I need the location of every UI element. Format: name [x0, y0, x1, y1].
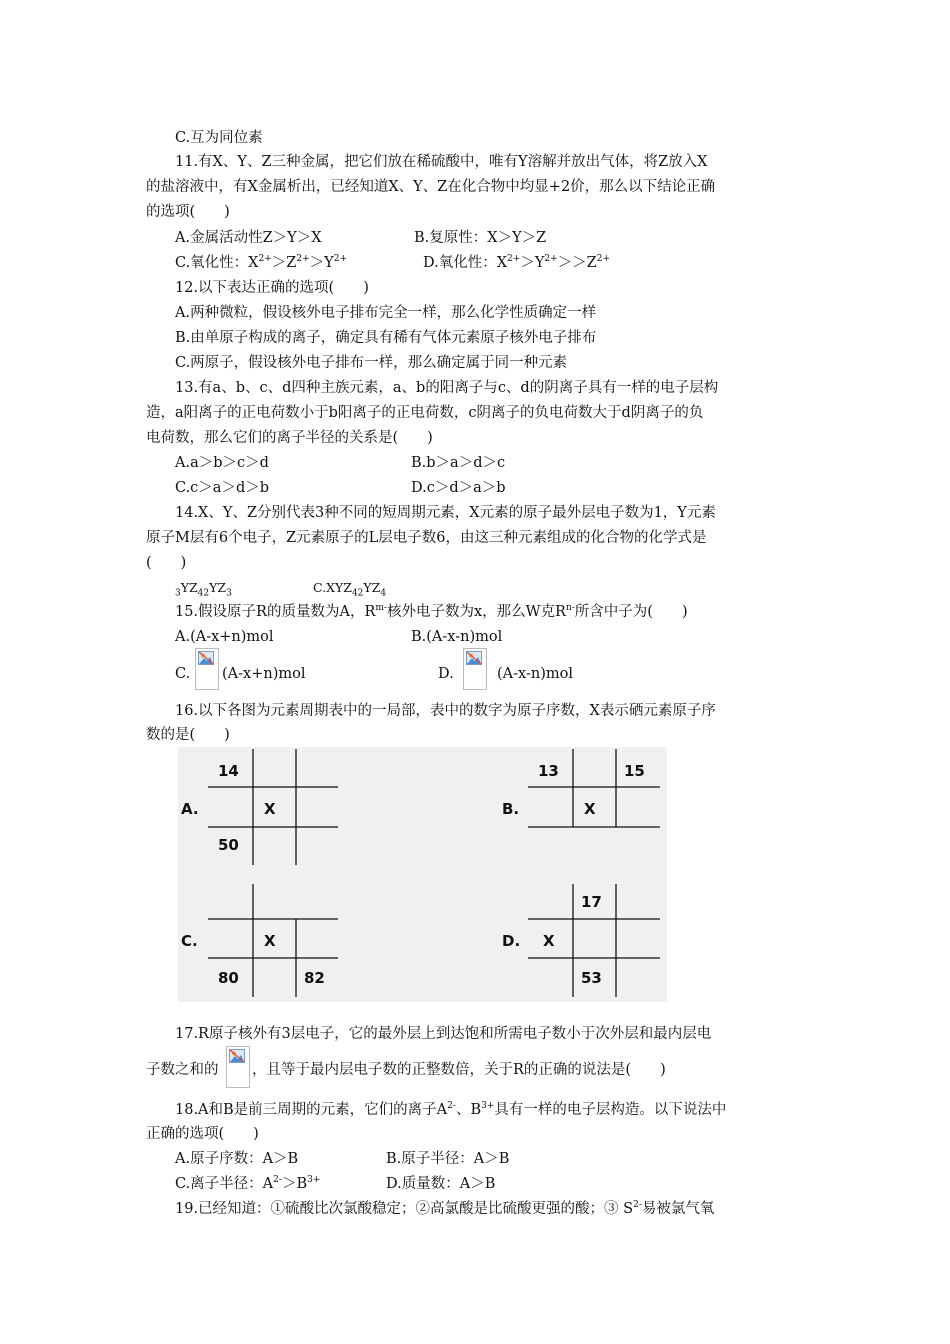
option-b: B.由单原子构成的离子，确定具有稀有气体元素原子核外电子排布: [175, 330, 597, 346]
option-c: C.氧化性：$X^{2+}>Z^{2+}>Y^{2+}$: [175, 254, 348, 271]
option-d: (A-x-n)mol: [497, 666, 573, 682]
text-line: C.互为同位素: [175, 130, 263, 146]
atomic-number: 15: [624, 762, 645, 780]
option-c: C.c＞a＞d＞b: [175, 480, 270, 496]
table-d: [498, 882, 667, 1002]
selenium-x: X: [264, 932, 276, 950]
option-garbled: $_3YZ_{42}YZ_3$: [175, 580, 232, 599]
text-line: 原子M层有6个电子，Z元素原子的L层电子数6，由这三种元素组成的化合物的化学式是: [146, 530, 707, 546]
table-label: B.: [502, 800, 520, 818]
table-c: [178, 882, 418, 1002]
atomic-number: 82: [304, 969, 325, 987]
option-b: B.复原性：X＞Y＞Z: [414, 230, 547, 246]
option-b: B.(A-x-n)mol: [411, 629, 503, 645]
atomic-number: 53: [581, 969, 602, 987]
text-line: 的盐溶液中，有X金属析出，已经知道X、Y、Z在化合物中均显+2价，那么以下结论正确: [146, 179, 716, 195]
atomic-number: 13: [538, 762, 559, 780]
option-b: B.原子半径：A＞B: [386, 1151, 510, 1167]
text-line: 造，a阳离子的正电荷数小于b阳离子的正电荷数，c阴离子的负电荷数大于d阴离子的负: [146, 405, 704, 421]
question-16: 16.以下各图为元素周期表中的一局部，表中的数字为原子序数，X表示硒元素原子序: [175, 703, 716, 719]
selenium-x: X: [264, 800, 276, 818]
atomic-number: 80: [218, 969, 239, 987]
option-a: A.金属活动性Z＞Y＞X: [175, 230, 322, 246]
text-line: 数的是( ): [146, 727, 230, 743]
option-a: A.a＞b＞c＞d: [175, 455, 269, 471]
periodic-table-figure: [178, 747, 667, 1002]
option-a: A.原子序数：A＞B: [175, 1151, 299, 1167]
option-d-label: D.: [438, 666, 454, 682]
option-c: (A-x+n)mol: [222, 666, 306, 682]
question-15: 15.假设原子R的质量数为A，$R^{m-}$核外电子数为x，那么W克$R^{n-}$所含中子为( ): [175, 603, 688, 620]
question-18: 18.A和B是前三周期的元素，它们的离子$A^{2-}$、$B^{3+}$具有一样的电子层构造。以下说法中: [175, 1101, 727, 1118]
option-b: B.b＞a＞d＞c: [411, 455, 506, 471]
question-17: 17.R原子核外有3层电子，它的最外层上到达饱和所需电子数小于次外层和最内层电: [175, 1026, 712, 1042]
table-label: A.: [181, 800, 199, 818]
question-14: 14.X、Y、Z分别代表3种不同的短周期元素，X元素的原子最外层电子数为1，Y元素: [175, 505, 716, 521]
option-c: C.两原子，假设核外电子排布一样，那么确定属于同一种元素: [175, 355, 568, 371]
question-13: 13.有a、b、c、d四种主族元素，a、b的阳离子与c、d的阴离子具有一样的电子层构: [175, 380, 719, 396]
question-19: 19.已经知道：①硫酸比次氯酸稳定；②高氯酸是比硫酸更强的酸；③ $S^{2-}$易被氯气氧: [175, 1200, 715, 1217]
atomic-number: 14: [218, 762, 239, 780]
question-12: 12.以下表达正确的选项( ): [175, 280, 369, 296]
table-label: D.: [502, 932, 521, 950]
text-line: 的选项( ): [146, 204, 230, 220]
option-c: $C.XYZ_{42}YZ_4$: [313, 580, 387, 599]
option-c-label: C.: [175, 666, 191, 682]
image-placeholder-icon: [198, 651, 214, 665]
selenium-x: X: [543, 932, 555, 950]
broken-image-icon: [195, 648, 219, 690]
image-placeholder-icon: [229, 1049, 245, 1063]
atomic-number: 17: [581, 893, 602, 911]
image-placeholder-icon: [466, 651, 482, 665]
table-label: C.: [181, 932, 198, 950]
atomic-number: 50: [218, 836, 239, 854]
table-a: [178, 747, 418, 867]
text-line: 电荷数，那么它们的离子半径的关系是( ): [146, 430, 433, 446]
option-d: D.质量数：A＞B: [386, 1176, 496, 1192]
text-line: 子数之和的: [146, 1062, 219, 1078]
option-a: A.两种微粒，假设核外电子排布完全一样，那么化学性质确定一样: [175, 305, 597, 321]
selenium-x: X: [584, 800, 596, 818]
option-a: A.(A-x+n)mol: [175, 629, 274, 645]
table-b: [498, 747, 667, 867]
text-line: 正确的选项( ): [146, 1126, 259, 1142]
option-d: D.氧化性：$X^{2+}>Y^{2+}>>Z^{2+}$: [423, 254, 611, 271]
text-line: ，且等于最内层电子数的正整数倍，关于R的正确的说法是( ): [252, 1062, 666, 1078]
text-line: ( ): [146, 555, 187, 571]
option-c: C.离子半径：$A^{2-}>B^{3+}$: [175, 1175, 321, 1192]
broken-image-icon: [463, 648, 487, 690]
question-11: 11.有X、Y、Z三种金属，把它们放在稀硫酸中，唯有Y溶解并放出气体，将Z放入X: [175, 154, 708, 170]
broken-image-icon: [226, 1046, 250, 1088]
option-d: D.c＞d＞a＞b: [411, 480, 506, 496]
